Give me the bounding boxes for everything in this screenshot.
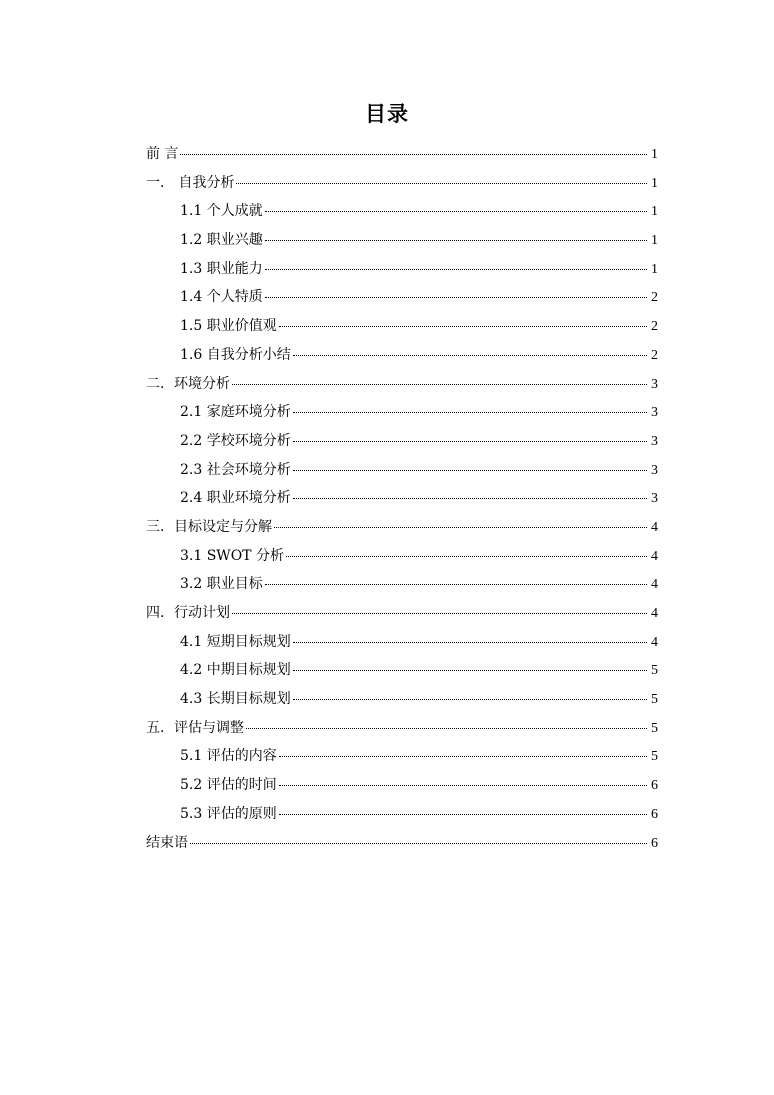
toc-entry-label: 三．目标设定与分解 bbox=[146, 518, 272, 535]
toc-page-number: 3 bbox=[651, 491, 658, 507]
toc-entry-label: 1.3 职业能力 bbox=[180, 260, 263, 277]
toc-entry-label: 1.1 个人成就 bbox=[180, 203, 263, 220]
toc-section-entry[interactable] bbox=[146, 829, 658, 858]
toc-dot-leader bbox=[265, 584, 647, 585]
toc-page-number: 1 bbox=[651, 261, 658, 277]
toc-page-number: 1 bbox=[651, 233, 658, 249]
toc-page-number: 1 bbox=[651, 204, 658, 220]
toc-entry-label: 5.2 评估的时间 bbox=[180, 777, 277, 794]
page-title: 目录 bbox=[365, 102, 409, 126]
toc-page-number: 6 bbox=[651, 835, 658, 851]
toc-page-number: 5 bbox=[651, 720, 658, 736]
toc-entry-label: 5.1 评估的内容 bbox=[180, 748, 277, 765]
toc-entry-label: 1.5 职业价值观 bbox=[180, 318, 277, 335]
toc-dot-leader bbox=[232, 384, 647, 385]
toc-page-number: 4 bbox=[651, 606, 658, 621]
toc-dot-leader bbox=[279, 756, 647, 757]
toc-subsection-entry[interactable] bbox=[146, 542, 658, 571]
toc-entry-label: 2.4 职业环境分析 bbox=[180, 490, 291, 507]
toc-entry-label: 五．评估与调整 bbox=[146, 719, 244, 736]
toc-section-entry[interactable] bbox=[146, 140, 658, 169]
toc-entry-label: 1.6 自我分析小结 bbox=[180, 346, 291, 363]
toc-page-number: 4 bbox=[651, 634, 658, 650]
toc-entry-label: 1.2 职业兴趣 bbox=[180, 232, 263, 249]
toc-entry-label: 前 言 bbox=[146, 146, 179, 162]
toc-dot-leader bbox=[293, 441, 647, 442]
toc-dot-leader bbox=[279, 785, 647, 786]
toc-section-entry[interactable] bbox=[146, 599, 658, 628]
toc-entry-label: 4.2 中期目标规划 bbox=[180, 662, 291, 679]
toc-entry-label: 二．环境分析 bbox=[146, 375, 230, 392]
toc-page-number: 5 bbox=[651, 749, 658, 765]
toc-section-entry[interactable] bbox=[146, 513, 658, 542]
toc-dot-leader bbox=[286, 556, 647, 557]
toc-entry-label: 5.3 评估的原则 bbox=[180, 805, 277, 822]
toc-subsection-entry[interactable] bbox=[146, 255, 658, 284]
toc-dot-leader bbox=[293, 670, 647, 671]
toc-page-number: 1 bbox=[651, 175, 658, 191]
toc-page-number: 6 bbox=[651, 806, 658, 822]
toc-dot-leader bbox=[279, 814, 647, 815]
toc-dot-leader bbox=[265, 211, 647, 212]
toc-subsection-entry[interactable] bbox=[146, 685, 658, 714]
toc-page-number: 3 bbox=[651, 433, 658, 449]
toc-page-number: 2 bbox=[651, 290, 658, 306]
toc-dot-leader bbox=[265, 240, 647, 241]
toc-dot-leader bbox=[293, 699, 647, 700]
toc-entry-label: 3.1 SWOT 分析 bbox=[180, 547, 284, 564]
toc-dot-leader bbox=[293, 498, 647, 499]
toc-entry-label: 2.3 社会环境分析 bbox=[180, 461, 291, 478]
toc-section-entry[interactable] bbox=[146, 714, 658, 743]
toc-section-entry[interactable] bbox=[146, 370, 658, 399]
toc-entry-label: 四．行动计划 bbox=[146, 605, 230, 621]
toc-page-number: 5 bbox=[651, 692, 658, 708]
toc-entry-label: 一． 自我分析 bbox=[146, 174, 235, 191]
toc-subsection-entry[interactable] bbox=[146, 226, 658, 255]
toc-dot-leader bbox=[293, 355, 647, 356]
toc-subsection-entry[interactable] bbox=[146, 656, 658, 685]
toc-page-number: 2 bbox=[651, 347, 658, 363]
toc-page-number: 6 bbox=[651, 778, 658, 794]
toc-dot-leader bbox=[190, 843, 647, 844]
toc-subsection-entry[interactable] bbox=[146, 742, 658, 771]
toc-dot-leader bbox=[274, 527, 647, 528]
toc-subsection-entry[interactable] bbox=[146, 197, 658, 226]
toc-section-entry[interactable] bbox=[146, 169, 658, 198]
toc-page-number: 5 bbox=[651, 663, 658, 679]
toc-subsection-entry[interactable] bbox=[146, 800, 658, 829]
toc-entry-label: 3.2 职业目标 bbox=[180, 576, 263, 593]
table-of-contents bbox=[146, 140, 658, 857]
toc-entry-label: 2.1 家庭环境分析 bbox=[180, 404, 291, 421]
toc-subsection-entry[interactable] bbox=[146, 628, 658, 657]
toc-dot-leader bbox=[265, 297, 647, 298]
toc-page-number: 3 bbox=[651, 376, 658, 392]
toc-entry-label: 1.4 个人特质 bbox=[180, 289, 263, 306]
toc-entry-label: 4.1 短期目标规划 bbox=[180, 633, 291, 650]
toc-subsection-entry[interactable] bbox=[146, 570, 658, 599]
toc-dot-leader bbox=[180, 154, 647, 155]
toc-dot-leader bbox=[232, 613, 647, 614]
toc-subsection-entry[interactable] bbox=[146, 283, 658, 312]
toc-page-number: 3 bbox=[651, 462, 658, 478]
toc-page-number: 2 bbox=[651, 319, 658, 335]
toc-entry-label: 结束语 bbox=[146, 834, 188, 851]
toc-page-number: 1 bbox=[651, 147, 658, 162]
toc-dot-leader bbox=[293, 642, 647, 643]
toc-subsection-entry[interactable] bbox=[146, 312, 658, 341]
toc-subsection-entry[interactable] bbox=[146, 427, 658, 456]
toc-entry-label: 4.3 长期目标规划 bbox=[180, 691, 291, 708]
toc-subsection-entry[interactable] bbox=[146, 398, 658, 427]
toc-dot-leader bbox=[279, 326, 647, 327]
toc-dot-leader bbox=[246, 728, 647, 729]
toc-dot-leader bbox=[265, 269, 647, 270]
toc-page-number: 4 bbox=[651, 548, 658, 564]
toc-subsection-entry[interactable] bbox=[146, 771, 658, 800]
toc-subsection-entry[interactable] bbox=[146, 341, 658, 370]
toc-page-number: 3 bbox=[651, 405, 658, 421]
toc-page-number: 4 bbox=[651, 577, 658, 593]
toc-entry-label: 2.2 学校环境分析 bbox=[180, 432, 291, 449]
toc-subsection-entry[interactable] bbox=[146, 484, 658, 513]
toc-subsection-entry[interactable] bbox=[146, 456, 658, 485]
toc-dot-leader bbox=[236, 183, 647, 184]
toc-page-number: 4 bbox=[651, 519, 658, 535]
toc-dot-leader bbox=[293, 470, 647, 471]
toc-dot-leader bbox=[293, 412, 647, 413]
